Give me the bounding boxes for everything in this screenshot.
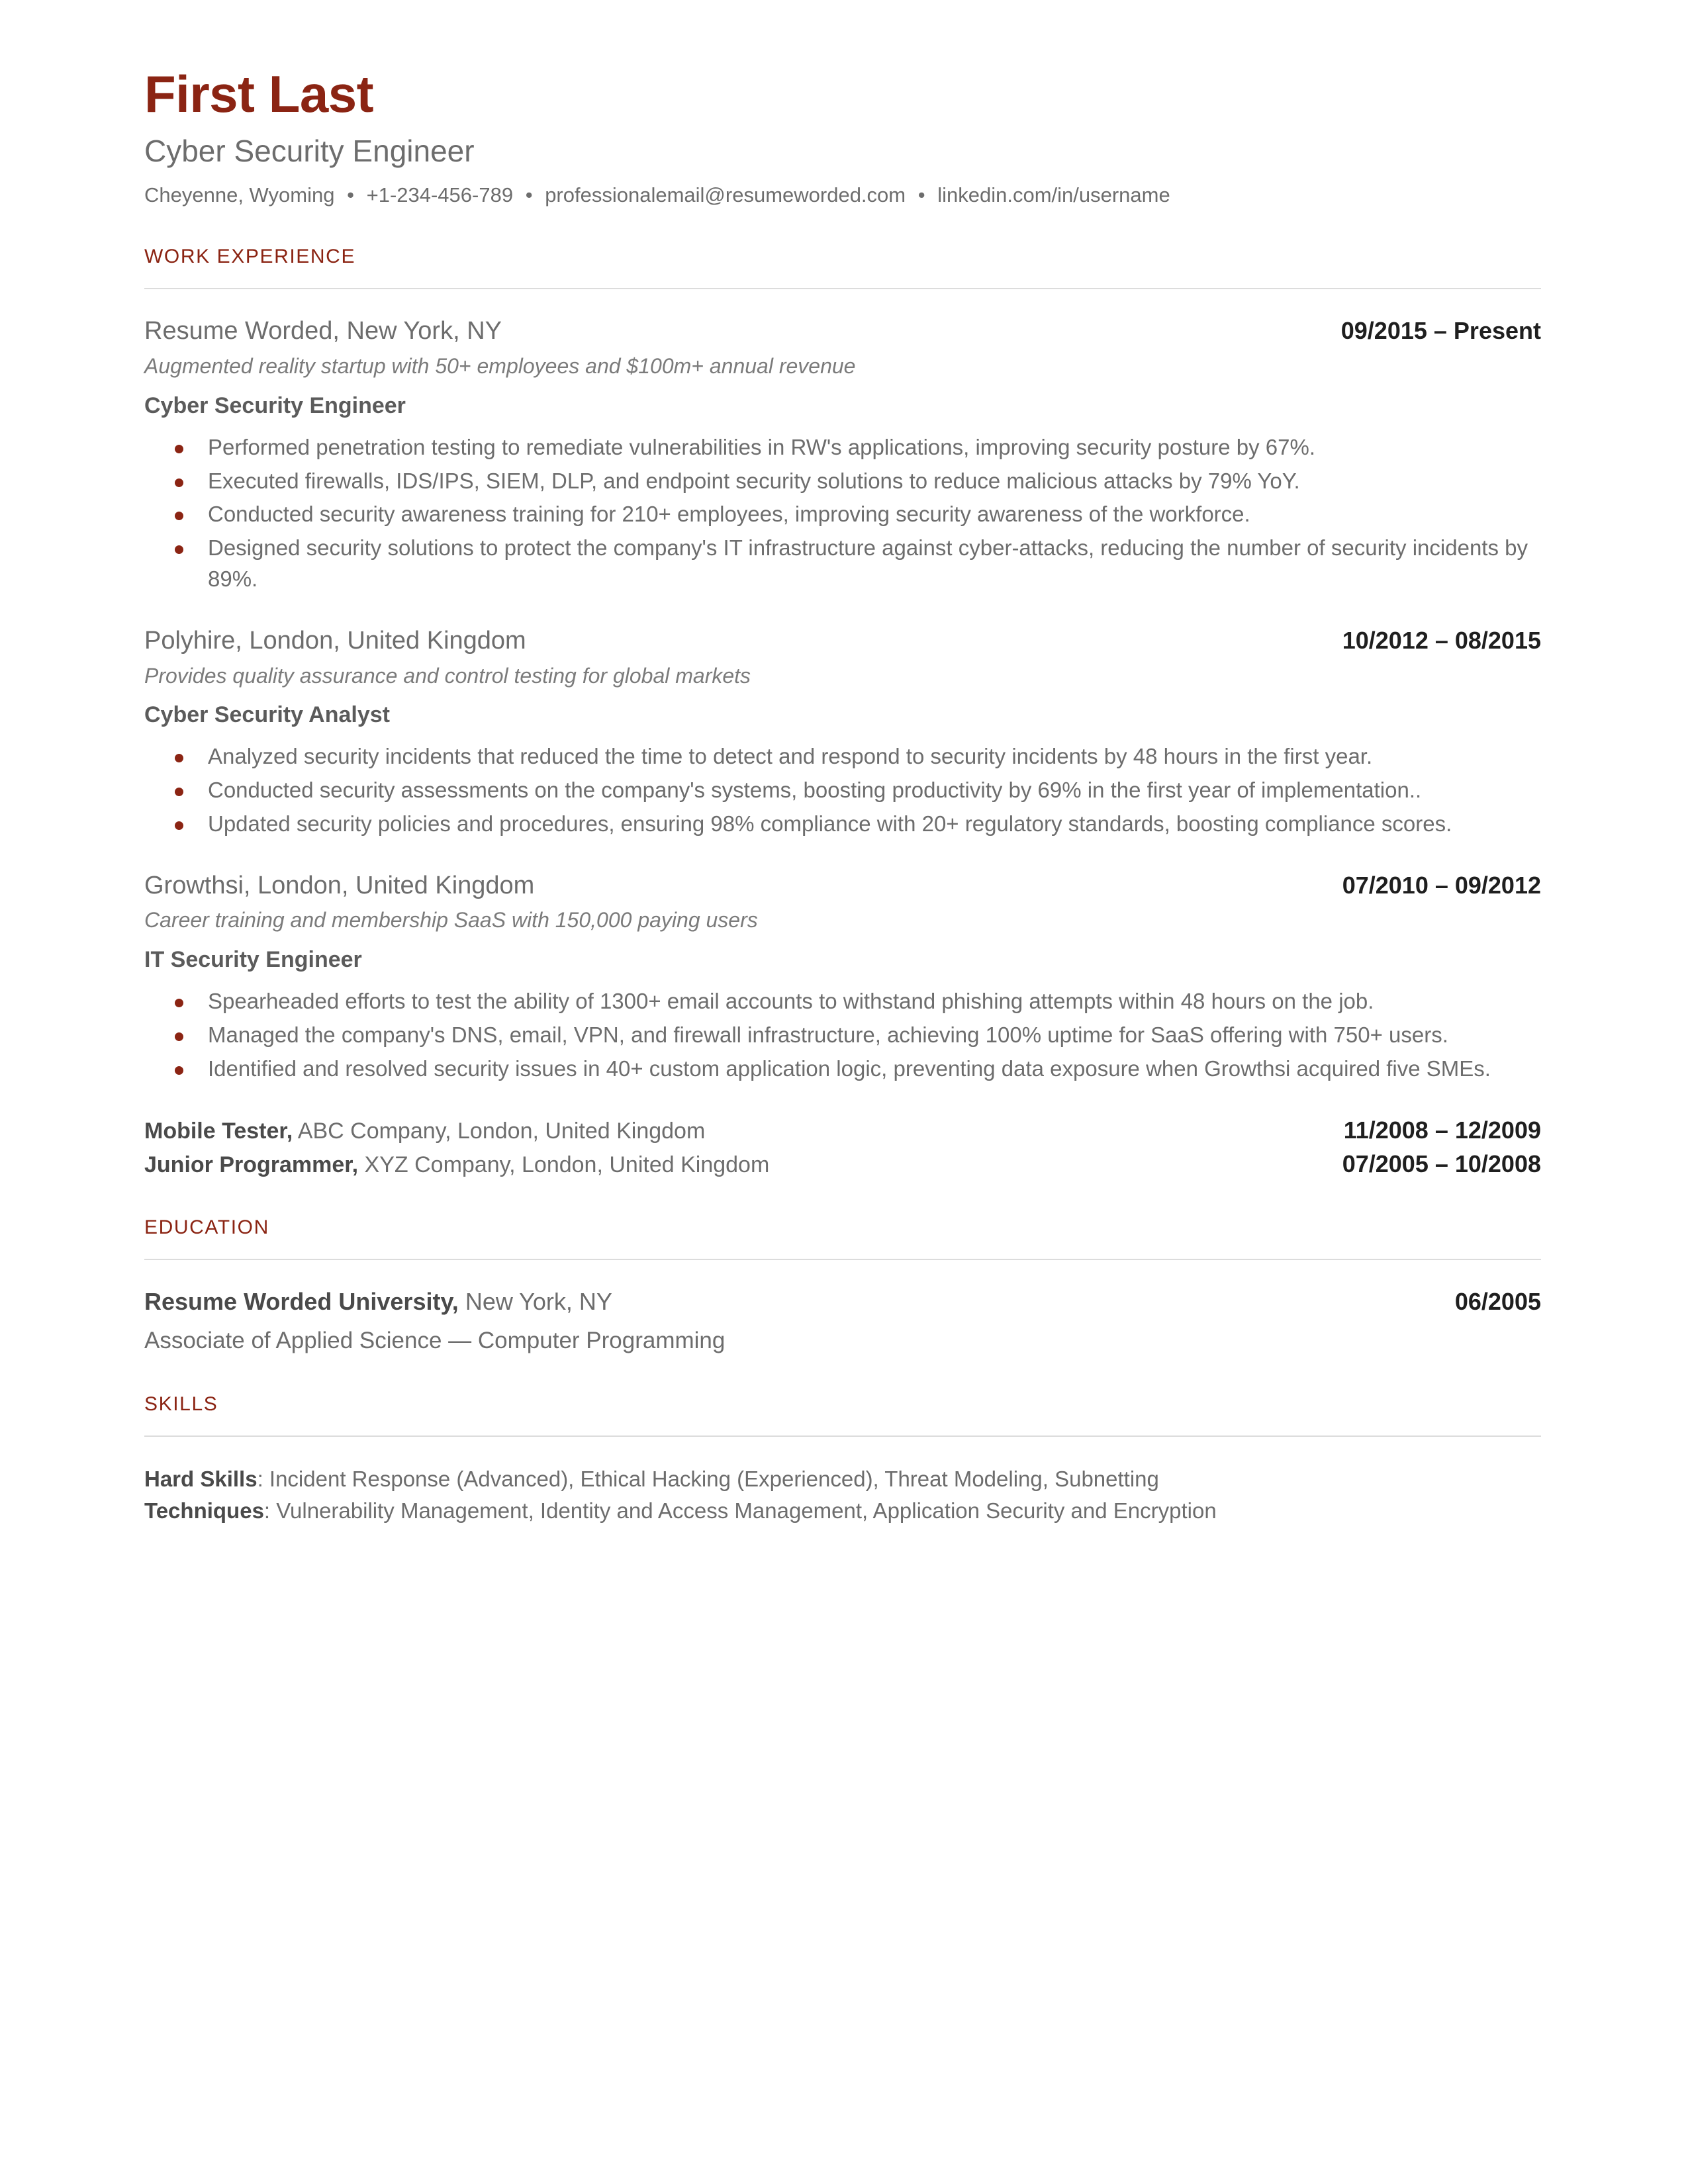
education-entry-header	[144, 1287, 1541, 1318]
responsibility-list	[144, 986, 1541, 1085]
degree-line: Associate of Applied Science — Computer Programming	[144, 1328, 726, 1354]
work-entry-header	[144, 625, 1541, 657]
work-entry	[144, 870, 1541, 1085]
list-item: Spearheaded efforts to test the ability of 1300+ email accounts to withstand phishing attempts within 48 hours on the job.	[144, 986, 1541, 1017]
section-title-education: EDUCATION	[144, 1216, 269, 1239]
list-item: Conducted security awareness training for 210+ employees, improving security awareness of the workforce.	[144, 499, 1541, 530]
work-entry	[144, 316, 1541, 595]
job-title: IT Security Engineer	[144, 946, 362, 972]
list-item: Updated security policies and procedures, ensuring 98% compliance with 20+ regulatory standards, boosting compliance scores.	[144, 809, 1541, 840]
short-role-detail: ABC Company, London, United Kingdom	[293, 1118, 706, 1144]
responsibility-list	[144, 432, 1541, 595]
company-tagline: Career training and membership SaaS with 150,000 paying users	[144, 908, 758, 933]
section-divider	[144, 1259, 1541, 1260]
job-title: Cyber Security Analyst	[144, 702, 390, 728]
section-title-work: WORK EXPERIENCE	[144, 246, 356, 268]
short-role-row	[144, 1115, 1541, 1146]
work-entry	[144, 625, 1541, 840]
company-name: Resume Worded, New York, NY	[144, 317, 502, 345]
list-item: Managed the company's DNS, email, VPN, and firewall infrastructure, achieving 100% uptime for SaaS offering with 750+ users.	[144, 1020, 1541, 1051]
employment-dates: 07/2010 – 09/2012	[1342, 871, 1541, 899]
resume-header	[144, 66, 1541, 208]
list-item: Executed firewalls, IDS/IPS, SIEM, DLP, and endpoint security solutions to reduce malicious attacks by 79% YoY.	[144, 466, 1541, 497]
work-entry-header	[144, 870, 1541, 902]
employment-dates: 07/2005 – 10/2008	[1342, 1150, 1541, 1177]
school-name: Resume Worded University,	[144, 1288, 459, 1316]
section-skills	[144, 1393, 1541, 1527]
contact-separator-icon: •	[525, 183, 533, 207]
company-name: Growthsi, London, United Kingdom	[144, 871, 535, 899]
skill-category-values: : Incident Response (Advanced), Ethical Hacking (Experienced), Threat Modeling, Subnetting	[257, 1466, 1159, 1491]
list-item: Performed penetration testing to remediate vulnerabilities in RW's applications, improving security posture by 67%.	[144, 432, 1541, 463]
school-location: New York, NY	[458, 1288, 612, 1316]
section-divider	[144, 1435, 1541, 1437]
section-title-skills: SKILLS	[144, 1392, 218, 1415]
section-work-experience	[144, 246, 1541, 1179]
employment-dates: 11/2008 – 12/2009	[1343, 1116, 1541, 1144]
responsibility-list	[144, 741, 1541, 840]
skill-category-label: Techniques	[144, 1498, 264, 1523]
candidate-name: First Last	[144, 65, 374, 123]
skill-line	[144, 1495, 1541, 1527]
graduation-date: 06/2005	[1454, 1288, 1541, 1316]
job-title: Cyber Security Engineer	[144, 392, 406, 418]
company-name: Polyhire, London, United Kingdom	[144, 627, 526, 655]
short-role-title: Junior Programmer,	[144, 1152, 359, 1177]
list-item: Designed security solutions to protect the company's IT infrastructure against cyber-attacks, reducing the number of security incidents by 89%.	[144, 533, 1541, 595]
short-role-text	[144, 1116, 705, 1146]
section-education	[144, 1216, 1541, 1355]
contact-linkedin[interactable]: linkedin.com/in/username	[937, 183, 1170, 207]
short-role-title: Mobile Tester,	[144, 1118, 293, 1144]
skill-category-label: Hard Skills	[144, 1466, 258, 1491]
list-item: Analyzed security incidents that reduced the time to detect and respond to security incidents by 48 hours in the first year.	[144, 741, 1541, 772]
candidate-headline: Cyber Security Engineer	[144, 134, 475, 169]
short-role-detail: XYZ Company, London, United Kingdom	[358, 1152, 770, 1177]
contact-separator-icon: •	[917, 183, 925, 207]
contact-location: Cheyenne, Wyoming	[144, 183, 335, 207]
company-tagline: Provides quality assurance and control testing for global markets	[144, 663, 751, 688]
list-item: Conducted security assessments on the company's systems, boosting productivity by 69% in the first year of implementation..	[144, 775, 1541, 806]
contact-phone: +1-234-456-789	[366, 183, 514, 207]
short-role-list	[144, 1115, 1541, 1180]
skill-line	[144, 1463, 1541, 1495]
company-tagline: Augmented reality startup with 50+ employees and $100m+ annual revenue	[144, 353, 856, 378]
section-divider	[144, 288, 1541, 289]
short-role-row	[144, 1149, 1541, 1180]
school-line	[144, 1287, 612, 1318]
contact-email[interactable]: professionalemail@resumeworded.com	[545, 183, 906, 207]
work-entry-header	[144, 316, 1541, 347]
contact-separator-icon: •	[347, 183, 354, 207]
employment-dates: 09/2015 – Present	[1340, 317, 1541, 345]
employment-dates: 10/2012 – 08/2015	[1342, 627, 1541, 654]
list-item: Identified and resolved security issues in 40+ custom application logic, preventing data exposure when Growthsi acquired five SMEs.	[144, 1054, 1541, 1085]
short-role-text	[144, 1150, 769, 1180]
contact-line	[144, 182, 1541, 208]
skill-category-values: : Vulnerability Management, Identity and Access Management, Application Security and Encryption	[263, 1498, 1217, 1523]
